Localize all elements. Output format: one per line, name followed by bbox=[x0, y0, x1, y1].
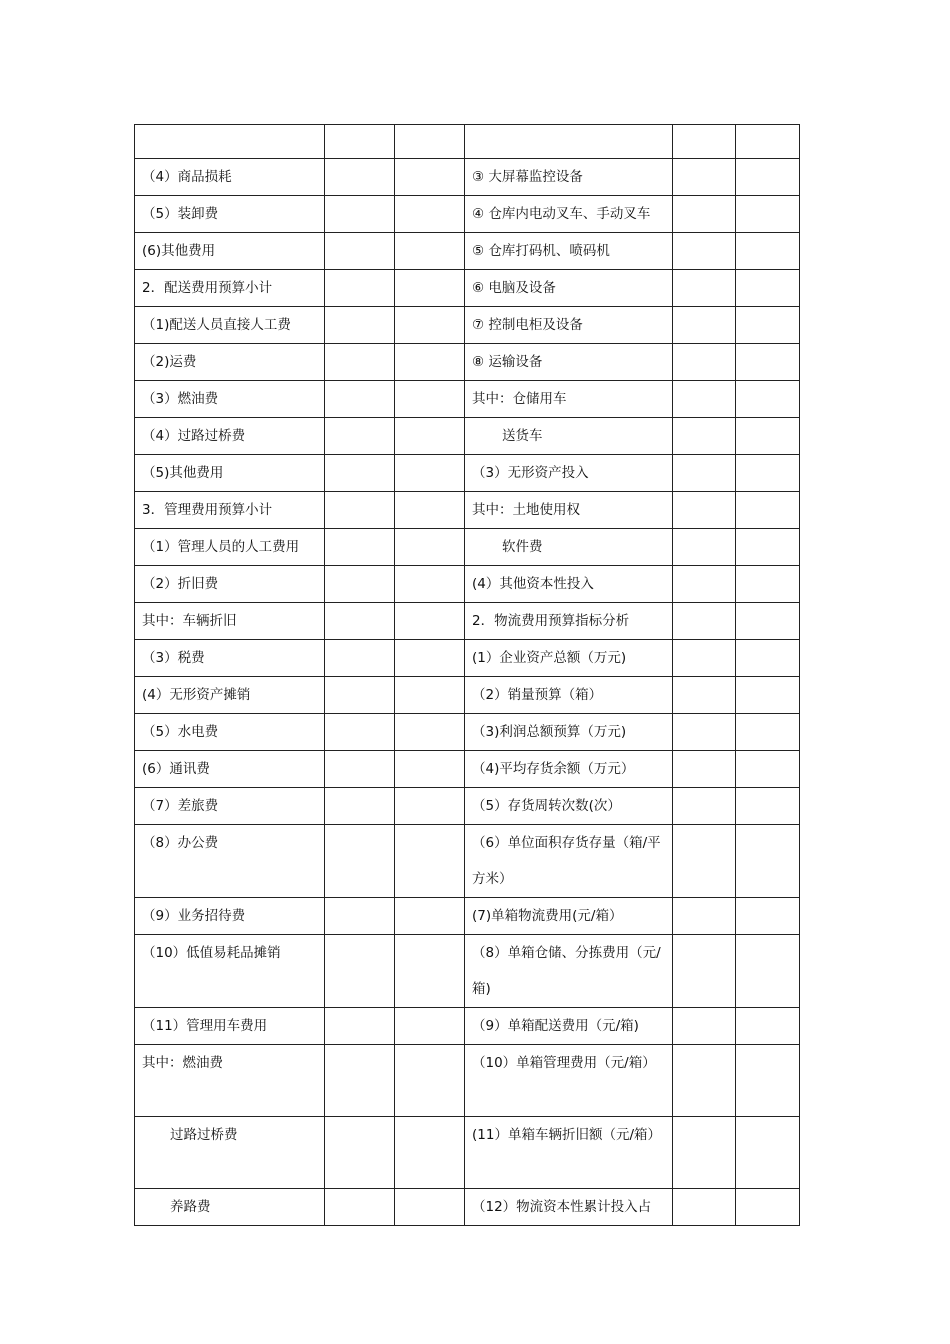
table-cell: 软件费 bbox=[465, 529, 673, 566]
table-row bbox=[135, 1189, 800, 1226]
table-cell: （11）管理用车费用 bbox=[135, 1008, 325, 1045]
table-cell bbox=[673, 825, 736, 898]
table-cell bbox=[395, 196, 465, 233]
table-cell bbox=[673, 640, 736, 677]
table-cell: （8）办公费 bbox=[135, 825, 325, 898]
table-cell bbox=[673, 344, 736, 381]
table-cell bbox=[395, 566, 465, 603]
table-cell bbox=[673, 270, 736, 307]
table-cell bbox=[736, 344, 800, 381]
table-cell bbox=[736, 935, 800, 1008]
table-cell bbox=[736, 566, 800, 603]
table-cell bbox=[673, 677, 736, 714]
table-cell bbox=[395, 381, 465, 418]
table-cell bbox=[395, 640, 465, 677]
table-cell bbox=[325, 196, 395, 233]
table-row bbox=[135, 677, 800, 714]
table-cell bbox=[395, 344, 465, 381]
table-cell bbox=[395, 788, 465, 825]
table-cell bbox=[325, 492, 395, 529]
table-cell bbox=[673, 1189, 736, 1226]
table-cell bbox=[736, 1117, 800, 1189]
table-cell bbox=[673, 751, 736, 788]
table-row bbox=[135, 125, 800, 159]
table-cell bbox=[736, 492, 800, 529]
table-cell: （9）单箱配送费用（元/箱) bbox=[465, 1008, 673, 1045]
table-cell bbox=[395, 751, 465, 788]
table-cell bbox=[736, 825, 800, 898]
table-cell: （6）单位面积存货存量（箱/平方米） bbox=[465, 825, 673, 898]
table-cell bbox=[673, 159, 736, 196]
table-cell bbox=[325, 640, 395, 677]
table-cell bbox=[673, 1045, 736, 1117]
table-cell bbox=[736, 418, 800, 455]
table-cell: ④ 仓库内电动叉车、手动叉车 bbox=[465, 196, 673, 233]
table-cell bbox=[736, 1008, 800, 1045]
table-cell bbox=[325, 307, 395, 344]
table-cell: (11）单箱车辆折旧额（元/箱） bbox=[465, 1117, 673, 1189]
table-cell: (4）其他资本性投入 bbox=[465, 566, 673, 603]
table-row bbox=[135, 1117, 800, 1189]
table-cell: （3）燃油费 bbox=[135, 381, 325, 418]
table-cell bbox=[736, 603, 800, 640]
table-row bbox=[135, 751, 800, 788]
table-cell: （5）装卸费 bbox=[135, 196, 325, 233]
table-cell bbox=[325, 788, 395, 825]
table-cell bbox=[673, 566, 736, 603]
table-cell bbox=[673, 307, 736, 344]
table-cell bbox=[325, 935, 395, 1008]
table-cell: （10）单箱管理费用（元/箱） bbox=[465, 1045, 673, 1117]
table-cell bbox=[736, 1045, 800, 1117]
table-cell bbox=[395, 1117, 465, 1189]
table-cell bbox=[395, 418, 465, 455]
table-cell: (7)单箱物流费用(元/箱） bbox=[465, 898, 673, 935]
table-cell: (6）通讯费 bbox=[135, 751, 325, 788]
table-row bbox=[135, 307, 800, 344]
table-row bbox=[135, 898, 800, 935]
budget-table bbox=[134, 124, 800, 1226]
table-cell bbox=[736, 307, 800, 344]
table-cell bbox=[673, 1117, 736, 1189]
table-cell: ⑥ 电脑及设备 bbox=[465, 270, 673, 307]
table-cell bbox=[673, 125, 736, 159]
table-cell bbox=[395, 233, 465, 270]
table-cell bbox=[325, 233, 395, 270]
table-cell: （3）税费 bbox=[135, 640, 325, 677]
table-cell bbox=[325, 159, 395, 196]
table-cell bbox=[673, 196, 736, 233]
table-row bbox=[135, 788, 800, 825]
table-cell bbox=[736, 751, 800, 788]
table-cell bbox=[395, 825, 465, 898]
table-cell bbox=[325, 603, 395, 640]
table-cell bbox=[395, 1189, 465, 1226]
table-cell bbox=[325, 344, 395, 381]
table-cell: （10）低值易耗品摊销 bbox=[135, 935, 325, 1008]
table-cell bbox=[736, 677, 800, 714]
table-cell bbox=[395, 125, 465, 159]
table-row bbox=[135, 418, 800, 455]
table-cell bbox=[325, 898, 395, 935]
table-row bbox=[135, 566, 800, 603]
table-cell bbox=[736, 125, 800, 159]
table-cell: （7）差旅费 bbox=[135, 788, 325, 825]
table-cell: （2）销量预算（箱） bbox=[465, 677, 673, 714]
table-cell bbox=[395, 159, 465, 196]
table-cell: （2）折旧费 bbox=[135, 566, 325, 603]
table-cell: （5）水电费 bbox=[135, 714, 325, 751]
table-cell: 送货车 bbox=[465, 418, 673, 455]
table-cell bbox=[395, 935, 465, 1008]
table-cell bbox=[395, 898, 465, 935]
table-cell bbox=[395, 455, 465, 492]
table-row bbox=[135, 935, 800, 1008]
table-cell: ③ 大屏幕监控设备 bbox=[465, 159, 673, 196]
table-cell bbox=[736, 233, 800, 270]
table-cell: （3）无形资产投入 bbox=[465, 455, 673, 492]
table-row bbox=[135, 603, 800, 640]
table-cell bbox=[736, 270, 800, 307]
table-cell: 其中：燃油费 bbox=[135, 1045, 325, 1117]
table-cell bbox=[673, 935, 736, 1008]
table-cell bbox=[395, 603, 465, 640]
table-row bbox=[135, 1045, 800, 1117]
table-cell: 其中：车辆折旧 bbox=[135, 603, 325, 640]
table-cell bbox=[395, 270, 465, 307]
table-cell bbox=[395, 307, 465, 344]
table-row bbox=[135, 640, 800, 677]
table-row bbox=[135, 233, 800, 270]
table-row bbox=[135, 344, 800, 381]
table-cell bbox=[673, 898, 736, 935]
table-cell bbox=[325, 270, 395, 307]
table-cell bbox=[325, 714, 395, 751]
table-cell bbox=[395, 714, 465, 751]
table-cell: （5)其他费用 bbox=[135, 455, 325, 492]
table-cell bbox=[673, 714, 736, 751]
table-cell bbox=[325, 751, 395, 788]
table-cell bbox=[673, 1008, 736, 1045]
table-cell bbox=[736, 381, 800, 418]
table-cell bbox=[325, 1189, 395, 1226]
table-cell: 过路过桥费 bbox=[135, 1117, 325, 1189]
table-cell bbox=[325, 529, 395, 566]
table-cell bbox=[673, 529, 736, 566]
table-cell bbox=[736, 1189, 800, 1226]
table-cell bbox=[673, 418, 736, 455]
table-cell: 3．管理费用预算小计 bbox=[135, 492, 325, 529]
table-cell bbox=[325, 455, 395, 492]
table-cell bbox=[395, 1008, 465, 1045]
table-cell bbox=[325, 125, 395, 159]
table-cell bbox=[465, 125, 673, 159]
table-cell: (6)其他费用 bbox=[135, 233, 325, 270]
table-cell bbox=[673, 492, 736, 529]
table-cell bbox=[135, 125, 325, 159]
table-cell bbox=[736, 455, 800, 492]
table-cell bbox=[736, 898, 800, 935]
table-cell bbox=[673, 603, 736, 640]
table-cell: ⑦ 控制电柜及设备 bbox=[465, 307, 673, 344]
table-row bbox=[135, 196, 800, 233]
table-cell: （9）业务招待费 bbox=[135, 898, 325, 935]
table-row bbox=[135, 381, 800, 418]
table-cell: 养路费 bbox=[135, 1189, 325, 1226]
table-cell bbox=[325, 677, 395, 714]
table-cell bbox=[736, 196, 800, 233]
table-cell bbox=[673, 455, 736, 492]
table-cell bbox=[673, 788, 736, 825]
table-cell bbox=[395, 677, 465, 714]
table-cell: ⑤ 仓库打码机、喷码机 bbox=[465, 233, 673, 270]
table-cell bbox=[736, 529, 800, 566]
table-row bbox=[135, 159, 800, 196]
table-cell bbox=[325, 1117, 395, 1189]
table-cell bbox=[325, 566, 395, 603]
table-row bbox=[135, 455, 800, 492]
table-row bbox=[135, 270, 800, 307]
table-cell bbox=[325, 1008, 395, 1045]
table-cell: (4）无形资产摊销 bbox=[135, 677, 325, 714]
table-cell: 2．配送费用预算小计 bbox=[135, 270, 325, 307]
table-cell: ⑧ 运输设备 bbox=[465, 344, 673, 381]
table-row bbox=[135, 492, 800, 529]
table-cell bbox=[736, 714, 800, 751]
table-cell: (1）企业资产总额（万元) bbox=[465, 640, 673, 677]
table-cell: （4）商品损耗 bbox=[135, 159, 325, 196]
table-cell bbox=[736, 159, 800, 196]
table-cell bbox=[325, 418, 395, 455]
table-cell: 其中：仓储用车 bbox=[465, 381, 673, 418]
table-cell bbox=[395, 492, 465, 529]
table-row bbox=[135, 529, 800, 566]
table-row bbox=[135, 825, 800, 898]
table-cell: （4）过路过桥费 bbox=[135, 418, 325, 455]
table-cell: （4)平均存货余额（万元） bbox=[465, 751, 673, 788]
table-cell: （3)利润总额预算（万元) bbox=[465, 714, 673, 751]
table-cell bbox=[736, 640, 800, 677]
table-cell: （2)运费 bbox=[135, 344, 325, 381]
table-cell: （1）管理人员的人工费用 bbox=[135, 529, 325, 566]
table-cell bbox=[325, 381, 395, 418]
table-cell bbox=[395, 1045, 465, 1117]
table-cell bbox=[325, 825, 395, 898]
table-cell: 其中：土地使用权 bbox=[465, 492, 673, 529]
table-row bbox=[135, 1008, 800, 1045]
table-cell bbox=[395, 529, 465, 566]
table-cell: （8）单箱仓储、分拣费用（元/箱) bbox=[465, 935, 673, 1008]
table-cell bbox=[673, 233, 736, 270]
table-cell: （5）存货周转次数(次） bbox=[465, 788, 673, 825]
table-row bbox=[135, 714, 800, 751]
table-cell bbox=[736, 788, 800, 825]
table-cell: （1)配送人员直接人工费 bbox=[135, 307, 325, 344]
table-cell bbox=[673, 381, 736, 418]
table-cell: （12）物流资本性累计投入占 bbox=[465, 1189, 673, 1226]
table-cell: 2．物流费用预算指标分析 bbox=[465, 603, 673, 640]
table-cell bbox=[325, 1045, 395, 1117]
